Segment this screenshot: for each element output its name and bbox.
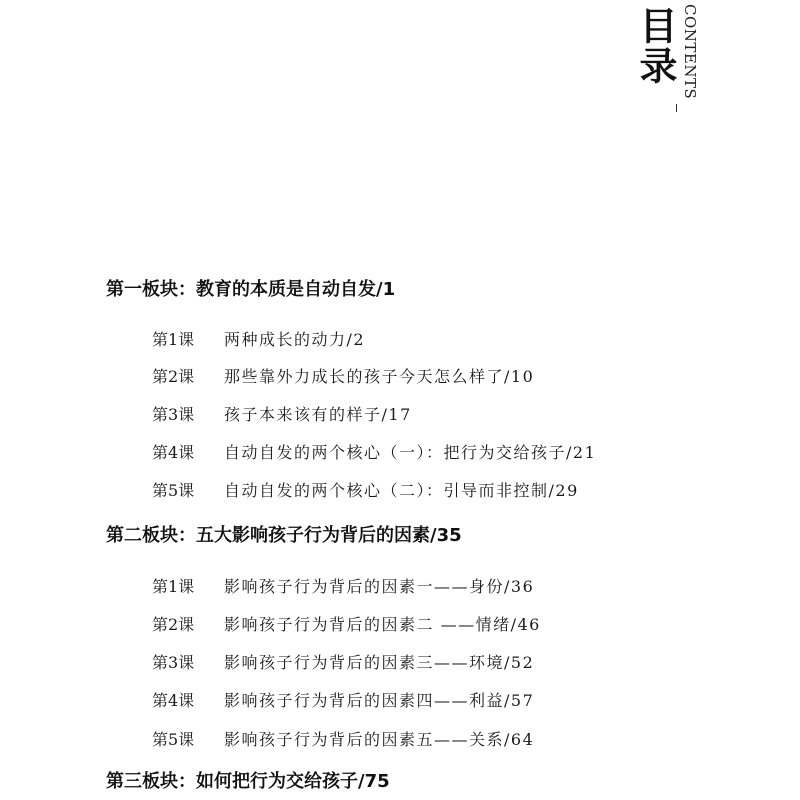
lesson-title: 自动自发的两个核心（一）：把行为交给孩子/21 bbox=[224, 443, 597, 462]
lesson-number: 第5课 bbox=[152, 730, 195, 749]
title-divider bbox=[676, 104, 677, 112]
lesson-number: 第3课 bbox=[152, 405, 195, 424]
toc-title: 目录 bbox=[633, 6, 677, 86]
lesson-number: 第1课 bbox=[152, 577, 195, 596]
lesson-number: 第2课 bbox=[152, 615, 195, 634]
section-1-lesson-3 bbox=[152, 405, 412, 425]
section-3-heading: 第三板块：如何把行为交给孩子/75 bbox=[106, 771, 390, 792]
lesson-title: 自动自发的两个核心（二）：引导而非控制/29 bbox=[224, 481, 579, 500]
lesson-number: 第2课 bbox=[152, 367, 195, 386]
lesson-number: 第3课 bbox=[152, 653, 195, 672]
lesson-title: 影响孩子行为背后的因素一——身份/36 bbox=[224, 577, 535, 596]
section-2-lesson-3 bbox=[152, 653, 534, 673]
lesson-title: 影响孩子行为背后的因素三——环境/52 bbox=[224, 653, 535, 672]
lesson-number: 第4课 bbox=[152, 691, 195, 710]
section-2-lesson-5 bbox=[152, 730, 534, 750]
lesson-number: 第1课 bbox=[152, 330, 195, 349]
section-1-lesson-5 bbox=[152, 481, 579, 501]
section-2-lesson-4 bbox=[152, 691, 534, 711]
lesson-title: 孩子本来该有的样子/17 bbox=[224, 405, 412, 424]
lesson-title: 影响孩子行为背后的因素四——利益/57 bbox=[224, 691, 535, 710]
lesson-number: 第5课 bbox=[152, 481, 195, 500]
section-2-lesson-2 bbox=[152, 615, 541, 635]
toc-title-english: CONTENTS bbox=[681, 4, 699, 100]
section-1-lesson-1 bbox=[152, 330, 365, 350]
lesson-title: 两种成长的动力/2 bbox=[224, 330, 366, 349]
lesson-title: 那些靠外力成长的孩子今天怎么样了/10 bbox=[224, 367, 535, 386]
section-2-lesson-1 bbox=[152, 577, 534, 597]
section-1-heading: 第一板块：教育的本质是自动自发/1 bbox=[106, 279, 396, 300]
lesson-number: 第4课 bbox=[152, 443, 195, 462]
section-1-lesson-2 bbox=[152, 367, 534, 387]
section-2-heading: 第二板块：五大影响孩子行为背后的因素/35 bbox=[106, 525, 462, 546]
section-1-lesson-4 bbox=[152, 443, 596, 463]
lesson-title: 影响孩子行为背后的因素五——关系/64 bbox=[224, 730, 535, 749]
lesson-title: 影响孩子行为背后的因素二 ——情绪/46 bbox=[224, 615, 541, 634]
